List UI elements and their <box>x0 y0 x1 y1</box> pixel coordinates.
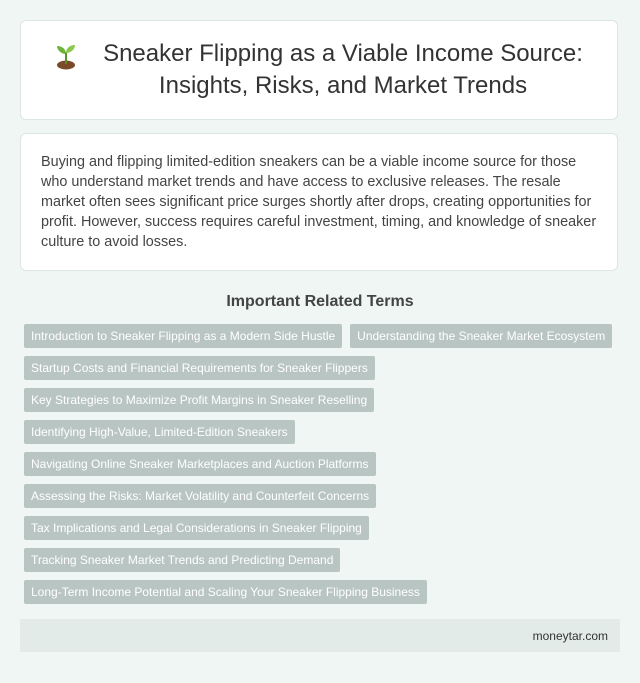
term-tag[interactable]: Navigating Online Sneaker Marketplaces and Auction Platforms <box>24 452 376 476</box>
term-tag[interactable]: Startup Costs and Financial Requirements for Sneaker Flippers <box>24 356 375 380</box>
footer-site-link[interactable]: moneytar.com <box>532 628 608 643</box>
tag-row <box>24 420 620 452</box>
title-card <box>20 20 618 120</box>
sprout-icon <box>51 40 81 70</box>
term-tag[interactable]: Tax Implications and Legal Considerations in Sneaker Flipping <box>24 516 369 540</box>
term-tag[interactable]: Tracking Sneaker Market Trends and Predicting Demand <box>24 548 340 572</box>
tag-row <box>24 516 620 548</box>
term-tag[interactable]: Key Strategies to Maximize Profit Margins in Sneaker Reselling <box>24 388 374 412</box>
tag-row <box>24 452 620 484</box>
term-tag[interactable]: Long-Term Income Potential and Scaling Your Sneaker Flipping Business <box>24 580 427 604</box>
page-title: Sneaker Flipping as a Viable Income Source: Insights, Risks, and Market Trends <box>103 40 583 99</box>
tag-row <box>24 388 620 420</box>
related-terms-list <box>24 324 620 612</box>
terms-heading: Important Related Terms <box>226 293 414 310</box>
tag-row <box>24 548 620 580</box>
tag-row <box>24 484 620 516</box>
term-tag[interactable]: Assessing the Risks: Market Volatility and Counterfeit Concerns <box>24 484 376 508</box>
tag-row <box>24 324 620 356</box>
term-tag[interactable]: Identifying High-Value, Limited-Edition Sneakers <box>24 420 295 444</box>
intro-paragraph: Buying and flipping limited-edition sneakers can be a viable income source for those who understand market trends and have access to exclusive releases. The resale market often sees significant price surges shortly after drops, creating opportunities for profit. However, success requires careful investment, timing, and knowledge of sneaker culture to avoid losses. <box>41 154 597 250</box>
footer <box>20 619 620 652</box>
tag-row <box>24 580 620 612</box>
intro-card <box>20 133 618 271</box>
term-tag[interactable]: Understanding the Sneaker Market Ecosystem <box>350 324 612 348</box>
term-tag[interactable]: Introduction to Sneaker Flipping as a Modern Side Hustle <box>24 324 342 348</box>
tag-row <box>24 356 620 388</box>
title-wrap <box>51 38 587 102</box>
